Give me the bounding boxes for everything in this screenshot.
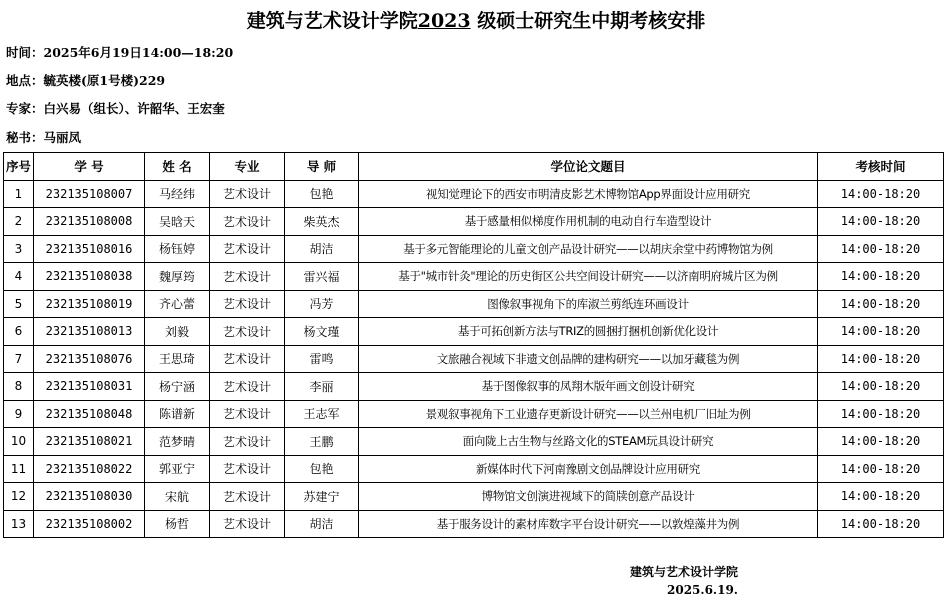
thesis-title: 图像叙事视角下的库淑兰剪纸连环画设计 bbox=[359, 290, 818, 318]
student-name: 杨钰婷 bbox=[145, 235, 210, 263]
student-name: 齐心蕾 bbox=[145, 290, 210, 318]
major: 艺术设计 bbox=[210, 180, 285, 208]
row-index: 13 bbox=[4, 510, 34, 538]
student-id: 232135108008 bbox=[34, 208, 145, 236]
secretary: 秘书：马丽凤 bbox=[6, 130, 82, 145]
student-id: 232135108019 bbox=[34, 290, 145, 318]
table-row bbox=[4, 455, 944, 483]
student-id: 232135108038 bbox=[34, 263, 145, 291]
advisor: 雷兴福 bbox=[285, 263, 359, 291]
advisor: 苏建宁 bbox=[285, 483, 359, 511]
student-name: 马经纬 bbox=[145, 180, 210, 208]
student-name: 王思琦 bbox=[145, 345, 210, 373]
schedule-table bbox=[3, 152, 944, 538]
footer-date: 2025.6.19. bbox=[667, 583, 738, 597]
page-title bbox=[0, 8, 952, 34]
major: 艺术设计 bbox=[210, 345, 285, 373]
table-row bbox=[4, 235, 944, 263]
exam-time: 时间：2025年6月19日14:00—18:20 bbox=[6, 45, 234, 60]
table-row bbox=[4, 510, 944, 538]
exam-time: 14:00-18:20 bbox=[818, 400, 944, 428]
row-index: 2 bbox=[4, 208, 34, 236]
thesis-title: 景观叙事视角下工业遗存更新设计研究——以兰州电机厂旧址为例 bbox=[359, 400, 818, 428]
advisor: 柴英杰 bbox=[285, 208, 359, 236]
row-index: 7 bbox=[4, 345, 34, 373]
exam-time: 14:00-18:20 bbox=[818, 180, 944, 208]
student-name: 杨宁涵 bbox=[145, 373, 210, 401]
exam-time: 14:00-18:20 bbox=[818, 510, 944, 538]
advisor: 包艳 bbox=[285, 180, 359, 208]
title-year: 2023 bbox=[417, 10, 471, 32]
advisor: 包艳 bbox=[285, 455, 359, 483]
table-row bbox=[4, 208, 944, 236]
student-id: 232135108076 bbox=[34, 345, 145, 373]
title-suffix: 级硕士研究生中期考核安排 bbox=[477, 10, 706, 32]
row-index: 10 bbox=[4, 428, 34, 456]
student-name: 杨哲 bbox=[145, 510, 210, 538]
major: 艺术设计 bbox=[210, 510, 285, 538]
table-row bbox=[4, 263, 944, 291]
major: 艺术设计 bbox=[210, 455, 285, 483]
advisor: 雷鸣 bbox=[285, 345, 359, 373]
thesis-title: 基于"城市针灸"理论的历史街区公共空间设计研究——以济南明府城片区为例 bbox=[359, 263, 818, 291]
thesis-title: 基于感量相似梯度作用机制的电动自行车造型设计 bbox=[359, 208, 818, 236]
advisor: 冯芳 bbox=[285, 290, 359, 318]
row-index: 4 bbox=[4, 263, 34, 291]
student-id: 232135108002 bbox=[34, 510, 145, 538]
student-id: 232135108030 bbox=[34, 483, 145, 511]
thesis-title: 视知觉理论下的西安市明清皮影艺术博物馆App界面设计应用研究 bbox=[359, 180, 818, 208]
student-id: 232135108022 bbox=[34, 455, 145, 483]
title-prefix: 建筑与艺术设计学院 bbox=[246, 10, 418, 32]
student-name: 郭亚宁 bbox=[145, 455, 210, 483]
table-row bbox=[4, 318, 944, 346]
major: 艺术设计 bbox=[210, 208, 285, 236]
table-row bbox=[4, 428, 944, 456]
thesis-title: 基于服务设计的素材库数字平台设计研究——以敦煌藻井为例 bbox=[359, 510, 818, 538]
student-id: 232135108021 bbox=[34, 428, 145, 456]
major: 艺术设计 bbox=[210, 400, 285, 428]
student-id: 232135108016 bbox=[34, 235, 145, 263]
header-advisor: 导 师 bbox=[285, 153, 359, 181]
row-index: 8 bbox=[4, 373, 34, 401]
thesis-title: 基于图像叙事的凤翔木版年画文创设计研究 bbox=[359, 373, 818, 401]
student-name: 刘毅 bbox=[145, 318, 210, 346]
thesis-title: 基于可拓创新方法与TRIZ的圆捆打捆机创新优化设计 bbox=[359, 318, 818, 346]
thesis-title: 文旅融合视域下非遗文创品牌的建构研究——以加牙藏毯为例 bbox=[359, 345, 818, 373]
exam-time: 14:00-18:20 bbox=[818, 235, 944, 263]
major: 艺术设计 bbox=[210, 318, 285, 346]
table-row bbox=[4, 400, 944, 428]
header-major: 专业 bbox=[210, 153, 285, 181]
row-index: 5 bbox=[4, 290, 34, 318]
exam-time: 14:00-18:20 bbox=[818, 263, 944, 291]
row-index: 11 bbox=[4, 455, 34, 483]
table-row bbox=[4, 180, 944, 208]
header-student-id: 学 号 bbox=[34, 153, 145, 181]
major: 艺术设计 bbox=[210, 263, 285, 291]
table-row bbox=[4, 290, 944, 318]
student-name: 范梦晴 bbox=[145, 428, 210, 456]
table-row bbox=[4, 483, 944, 511]
student-id: 232135108048 bbox=[34, 400, 145, 428]
row-index: 9 bbox=[4, 400, 34, 428]
table-row bbox=[4, 373, 944, 401]
header-name: 姓 名 bbox=[145, 153, 210, 181]
table-row bbox=[4, 345, 944, 373]
advisor: 李丽 bbox=[285, 373, 359, 401]
thesis-title: 新媒体时代下河南豫剧文创品牌设计应用研究 bbox=[359, 455, 818, 483]
student-name: 陈谱新 bbox=[145, 400, 210, 428]
advisor: 王志军 bbox=[285, 400, 359, 428]
row-index: 3 bbox=[4, 235, 34, 263]
major: 艺术设计 bbox=[210, 373, 285, 401]
expert-panel: 专家：白兴易（组长）、许韶华、王宏奎 bbox=[6, 101, 225, 116]
row-index: 6 bbox=[4, 318, 34, 346]
student-id: 232135108013 bbox=[34, 318, 145, 346]
thesis-title: 面向陇上古生物与丝路文化的STEAM玩具设计研究 bbox=[359, 428, 818, 456]
major: 艺术设计 bbox=[210, 428, 285, 456]
advisor: 王鹏 bbox=[285, 428, 359, 456]
header-thesis-title: 学位论文题目 bbox=[359, 153, 818, 181]
footer-organization: 建筑与艺术设计学院 bbox=[630, 565, 739, 579]
advisor: 胡洁 bbox=[285, 510, 359, 538]
student-id: 232135108007 bbox=[34, 180, 145, 208]
major: 艺术设计 bbox=[210, 483, 285, 511]
major: 艺术设计 bbox=[210, 290, 285, 318]
header-exam-time: 考核时间 bbox=[818, 153, 944, 181]
exam-time: 14:00-18:20 bbox=[818, 373, 944, 401]
major: 艺术设计 bbox=[210, 235, 285, 263]
thesis-title: 博物馆文创演进视域下的简牍创意产品设计 bbox=[359, 483, 818, 511]
row-index: 1 bbox=[4, 180, 34, 208]
exam-time: 14:00-18:20 bbox=[818, 290, 944, 318]
student-name: 吴晗天 bbox=[145, 208, 210, 236]
header-index: 序号 bbox=[4, 153, 34, 181]
thesis-title: 基于多元智能理论的儿童文创产品设计研究——以胡庆余堂中药博物馆为例 bbox=[359, 235, 818, 263]
exam-time: 14:00-18:20 bbox=[818, 318, 944, 346]
row-index: 12 bbox=[4, 483, 34, 511]
student-id: 232135108031 bbox=[34, 373, 145, 401]
exam-time: 14:00-18:20 bbox=[818, 455, 944, 483]
student-name: 魏厚筠 bbox=[145, 263, 210, 291]
exam-time: 14:00-18:20 bbox=[818, 208, 944, 236]
exam-time: 14:00-18:20 bbox=[818, 345, 944, 373]
exam-time: 14:00-18:20 bbox=[818, 483, 944, 511]
table-header-row bbox=[4, 153, 944, 181]
advisor: 杨文瑾 bbox=[285, 318, 359, 346]
advisor: 胡洁 bbox=[285, 235, 359, 263]
exam-location: 地点：毓英楼(原1号楼)229 bbox=[6, 73, 166, 88]
student-name: 宋航 bbox=[145, 483, 210, 511]
exam-time: 14:00-18:20 bbox=[818, 428, 944, 456]
